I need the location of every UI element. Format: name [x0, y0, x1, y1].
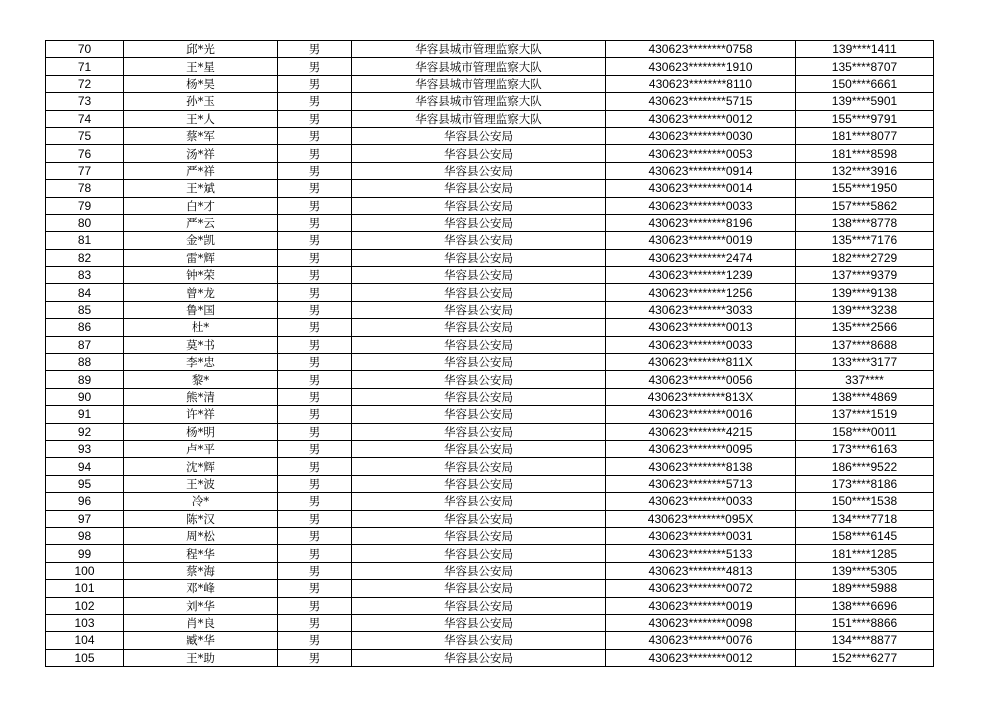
phone-number: 173****8186: [796, 475, 934, 492]
id-number: 430623********0098: [606, 614, 796, 631]
phone-number: 181****8077: [796, 127, 934, 144]
work-unit: 华容县城市管理监察大队: [352, 75, 606, 92]
person-name: 严*云: [124, 214, 278, 231]
person-name: 曾*龙: [124, 284, 278, 301]
id-number: 430623********0033: [606, 336, 796, 353]
row-number: 75: [46, 127, 124, 144]
row-number: 74: [46, 110, 124, 127]
gender: 男: [278, 527, 352, 544]
work-unit: 华容县公安局: [352, 336, 606, 353]
phone-number: 137****8688: [796, 336, 934, 353]
person-name: 许*祥: [124, 406, 278, 423]
work-unit: 华容县公安局: [352, 423, 606, 440]
table-row: [46, 145, 934, 162]
row-number: 96: [46, 493, 124, 510]
gender: 男: [278, 597, 352, 614]
id-number: 430623********095X: [606, 510, 796, 527]
id-number: 430623********2474: [606, 249, 796, 266]
person-name: 杨*明: [124, 423, 278, 440]
phone-number: 135****7176: [796, 232, 934, 249]
row-number: 86: [46, 319, 124, 336]
row-number: 95: [46, 475, 124, 492]
table-row: [46, 510, 934, 527]
phone-number: 137****9379: [796, 267, 934, 284]
gender: 男: [278, 580, 352, 597]
work-unit: 华容县公安局: [352, 249, 606, 266]
gender: 男: [278, 180, 352, 197]
row-number: 83: [46, 267, 124, 284]
id-number: 430623********0095: [606, 440, 796, 457]
work-unit: 华容县公安局: [352, 197, 606, 214]
gender: 男: [278, 197, 352, 214]
phone-number: 138****4869: [796, 388, 934, 405]
row-number: 85: [46, 301, 124, 318]
gender: 男: [278, 249, 352, 266]
person-name: 冷*: [124, 493, 278, 510]
gender: 男: [278, 145, 352, 162]
person-name: 孙*玉: [124, 93, 278, 110]
id-number: 430623********8196: [606, 214, 796, 231]
id-number: 430623********0033: [606, 197, 796, 214]
row-number: 102: [46, 597, 124, 614]
work-unit: 华容县公安局: [352, 180, 606, 197]
id-number: 430623********5713: [606, 475, 796, 492]
person-name: 程*华: [124, 545, 278, 562]
row-number: 76: [46, 145, 124, 162]
phone-number: 139****9138: [796, 284, 934, 301]
gender: 男: [278, 41, 352, 58]
phone-number: 133****3177: [796, 354, 934, 371]
table-row: [46, 614, 934, 631]
row-number: 87: [46, 336, 124, 353]
table-row: [46, 301, 934, 318]
id-number: 430623********0056: [606, 371, 796, 388]
person-name: 熊*清: [124, 388, 278, 405]
person-name: 白*才: [124, 197, 278, 214]
phone-number: 155****1950: [796, 180, 934, 197]
phone-number: 135****8707: [796, 58, 934, 75]
table-row: [46, 127, 934, 144]
phone-number: 151****8866: [796, 614, 934, 631]
person-name: 杨*昊: [124, 75, 278, 92]
work-unit: 华容县公安局: [352, 649, 606, 666]
gender: 男: [278, 493, 352, 510]
person-name: 卢*平: [124, 440, 278, 457]
table-row: [46, 319, 934, 336]
id-number: 430623********0019: [606, 597, 796, 614]
row-number: 71: [46, 58, 124, 75]
phone-number: 139****3238: [796, 301, 934, 318]
id-number: 430623********0758: [606, 41, 796, 58]
person-name: 蔡*军: [124, 127, 278, 144]
person-name: 王*波: [124, 475, 278, 492]
row-number: 89: [46, 371, 124, 388]
id-number: 430623********0033: [606, 493, 796, 510]
phone-number: 189****5988: [796, 580, 934, 597]
table-row: [46, 475, 934, 492]
gender: 男: [278, 562, 352, 579]
person-name: 雷*辉: [124, 249, 278, 266]
work-unit: 华容县公安局: [352, 545, 606, 562]
row-number: 101: [46, 580, 124, 597]
table-row: [46, 41, 934, 58]
gender: 男: [278, 354, 352, 371]
table-row: [46, 284, 934, 301]
table-row: [46, 232, 934, 249]
id-number: 430623********8138: [606, 458, 796, 475]
phone-number: 173****6163: [796, 440, 934, 457]
id-number: 430623********5133: [606, 545, 796, 562]
table-row: [46, 58, 934, 75]
work-unit: 华容县公安局: [352, 319, 606, 336]
person-name: 王*人: [124, 110, 278, 127]
table-row: [46, 649, 934, 666]
work-unit: 华容县公安局: [352, 162, 606, 179]
gender: 男: [278, 214, 352, 231]
row-number: 94: [46, 458, 124, 475]
table-row: [46, 388, 934, 405]
table-row: [46, 458, 934, 475]
person-name: 周*松: [124, 527, 278, 544]
gender: 男: [278, 301, 352, 318]
gender: 男: [278, 475, 352, 492]
work-unit: 华容县公安局: [352, 127, 606, 144]
table-row: [46, 180, 934, 197]
phone-number: 155****9791: [796, 110, 934, 127]
gender: 男: [278, 371, 352, 388]
gender: 男: [278, 632, 352, 649]
table-row: [46, 93, 934, 110]
work-unit: 华容县公安局: [352, 510, 606, 527]
work-unit: 华容县公安局: [352, 597, 606, 614]
row-number: 97: [46, 510, 124, 527]
phone-number: 181****8598: [796, 145, 934, 162]
row-number: 99: [46, 545, 124, 562]
table-row: [46, 197, 934, 214]
gender: 男: [278, 336, 352, 353]
person-name: 肖*良: [124, 614, 278, 631]
gender: 男: [278, 162, 352, 179]
person-name: 莫*书: [124, 336, 278, 353]
table-row: [46, 267, 934, 284]
work-unit: 华容县城市管理监察大队: [352, 110, 606, 127]
gender: 男: [278, 406, 352, 423]
phone-number: 181****1285: [796, 545, 934, 562]
person-name: 黎*: [124, 371, 278, 388]
gender: 男: [278, 75, 352, 92]
row-number: 105: [46, 649, 124, 666]
work-unit: 华容县公安局: [352, 232, 606, 249]
id-number: 430623********0053: [606, 145, 796, 162]
row-number: 92: [46, 423, 124, 440]
work-unit: 华容县公安局: [352, 354, 606, 371]
phone-number: 139****5901: [796, 93, 934, 110]
work-unit: 华容县公安局: [352, 388, 606, 405]
phone-number: 135****2566: [796, 319, 934, 336]
id-number: 430623********5715: [606, 93, 796, 110]
gender: 男: [278, 110, 352, 127]
row-number: 78: [46, 180, 124, 197]
work-unit: 华容县公安局: [352, 458, 606, 475]
work-unit: 华容县公安局: [352, 371, 606, 388]
gender: 男: [278, 127, 352, 144]
gender: 男: [278, 267, 352, 284]
gender: 男: [278, 614, 352, 631]
phone-number: 139****1411: [796, 41, 934, 58]
gender: 男: [278, 510, 352, 527]
work-unit: 华容县公安局: [352, 475, 606, 492]
table-row: [46, 580, 934, 597]
work-unit: 华容县公安局: [352, 527, 606, 544]
gender: 男: [278, 232, 352, 249]
gender: 男: [278, 319, 352, 336]
id-number: 430623********0014: [606, 180, 796, 197]
person-name: 鲁*国: [124, 301, 278, 318]
phone-number: 138****6696: [796, 597, 934, 614]
work-unit: 华容县公安局: [352, 614, 606, 631]
table-row: [46, 423, 934, 440]
id-number: 430623********0072: [606, 580, 796, 597]
gender: 男: [278, 545, 352, 562]
id-number: 430623********0030: [606, 127, 796, 144]
phone-number: 158****0011: [796, 423, 934, 440]
row-number: 88: [46, 354, 124, 371]
gender: 男: [278, 284, 352, 301]
gender: 男: [278, 93, 352, 110]
id-number: 430623********0013: [606, 319, 796, 336]
gender: 男: [278, 649, 352, 666]
table-row: [46, 562, 934, 579]
row-number: 70: [46, 41, 124, 58]
id-number: 430623********0019: [606, 232, 796, 249]
table-row: [46, 214, 934, 231]
work-unit: 华容县城市管理监察大队: [352, 93, 606, 110]
person-name: 蔡*海: [124, 562, 278, 579]
person-name: 李*忠: [124, 354, 278, 371]
person-name: 邱*光: [124, 41, 278, 58]
person-name: 臧*华: [124, 632, 278, 649]
phone-number: 137****1519: [796, 406, 934, 423]
table-row: [46, 371, 934, 388]
id-number: 430623********0031: [606, 527, 796, 544]
table-row: [46, 440, 934, 457]
id-number: 430623********1256: [606, 284, 796, 301]
row-number: 82: [46, 249, 124, 266]
work-unit: 华容县公安局: [352, 284, 606, 301]
person-name: 沈*辉: [124, 458, 278, 475]
table-row: [46, 249, 934, 266]
person-name: 杜*: [124, 319, 278, 336]
table-row: [46, 336, 934, 353]
person-name: 钟*荣: [124, 267, 278, 284]
work-unit: 华容县公安局: [352, 440, 606, 457]
phone-number: 157****5862: [796, 197, 934, 214]
id-number: 430623********0012: [606, 649, 796, 666]
person-name: 汤*祥: [124, 145, 278, 162]
row-number: 93: [46, 440, 124, 457]
row-number: 104: [46, 632, 124, 649]
row-number: 81: [46, 232, 124, 249]
table-row: [46, 75, 934, 92]
person-name: 邓*峰: [124, 580, 278, 597]
row-number: 103: [46, 614, 124, 631]
id-number: 430623********1910: [606, 58, 796, 75]
person-name: 陈*汉: [124, 510, 278, 527]
table-row: [46, 354, 934, 371]
phone-number: 132****3916: [796, 162, 934, 179]
id-number: 430623********0076: [606, 632, 796, 649]
id-number: 430623********813X: [606, 388, 796, 405]
phone-number: 182****2729: [796, 249, 934, 266]
id-number: 430623********4813: [606, 562, 796, 579]
id-number: 430623********0016: [606, 406, 796, 423]
phone-number: 138****8778: [796, 214, 934, 231]
phone-number: 139****5305: [796, 562, 934, 579]
person-name: 刘*华: [124, 597, 278, 614]
work-unit: 华容县城市管理监察大队: [352, 58, 606, 75]
gender: 男: [278, 423, 352, 440]
id-number: 430623********8110: [606, 75, 796, 92]
row-number: 72: [46, 75, 124, 92]
phone-number: 152****6277: [796, 649, 934, 666]
table-row: [46, 597, 934, 614]
work-unit: 华容县公安局: [352, 632, 606, 649]
row-number: 84: [46, 284, 124, 301]
work-unit: 华容县公安局: [352, 580, 606, 597]
phone-number: 134****7718: [796, 510, 934, 527]
row-number: 90: [46, 388, 124, 405]
phone-number: 150****6661: [796, 75, 934, 92]
table-row: [46, 493, 934, 510]
id-number: 430623********811X: [606, 354, 796, 371]
phone-number: 337****: [796, 371, 934, 388]
roster-table: [45, 40, 934, 667]
work-unit: 华容县公安局: [352, 406, 606, 423]
work-unit: 华容县公安局: [352, 301, 606, 318]
gender: 男: [278, 58, 352, 75]
work-unit: 华容县公安局: [352, 562, 606, 579]
table-row: [46, 527, 934, 544]
id-number: 430623********0914: [606, 162, 796, 179]
work-unit: 华容县公安局: [352, 493, 606, 510]
row-number: 98: [46, 527, 124, 544]
phone-number: 150****1538: [796, 493, 934, 510]
person-name: 严*祥: [124, 162, 278, 179]
work-unit: 华容县城市管理监察大队: [352, 41, 606, 58]
id-number: 430623********0012: [606, 110, 796, 127]
person-name: 王*斌: [124, 180, 278, 197]
table-row: [46, 162, 934, 179]
work-unit: 华容县公安局: [352, 214, 606, 231]
phone-number: 134****8877: [796, 632, 934, 649]
phone-number: 158****6145: [796, 527, 934, 544]
work-unit: 华容县公安局: [352, 145, 606, 162]
roster-body: [46, 41, 934, 667]
gender: 男: [278, 388, 352, 405]
row-number: 91: [46, 406, 124, 423]
work-unit: 华容县公安局: [352, 267, 606, 284]
id-number: 430623********3033: [606, 301, 796, 318]
gender: 男: [278, 440, 352, 457]
table-row: [46, 632, 934, 649]
phone-number: 186****9522: [796, 458, 934, 475]
row-number: 80: [46, 214, 124, 231]
row-number: 79: [46, 197, 124, 214]
person-name: 金*凯: [124, 232, 278, 249]
table-row: [46, 406, 934, 423]
table-row: [46, 110, 934, 127]
id-number: 430623********1239: [606, 267, 796, 284]
row-number: 77: [46, 162, 124, 179]
person-name: 王*助: [124, 649, 278, 666]
id-number: 430623********4215: [606, 423, 796, 440]
gender: 男: [278, 458, 352, 475]
table-row: [46, 545, 934, 562]
row-number: 100: [46, 562, 124, 579]
row-number: 73: [46, 93, 124, 110]
person-name: 王*星: [124, 58, 278, 75]
